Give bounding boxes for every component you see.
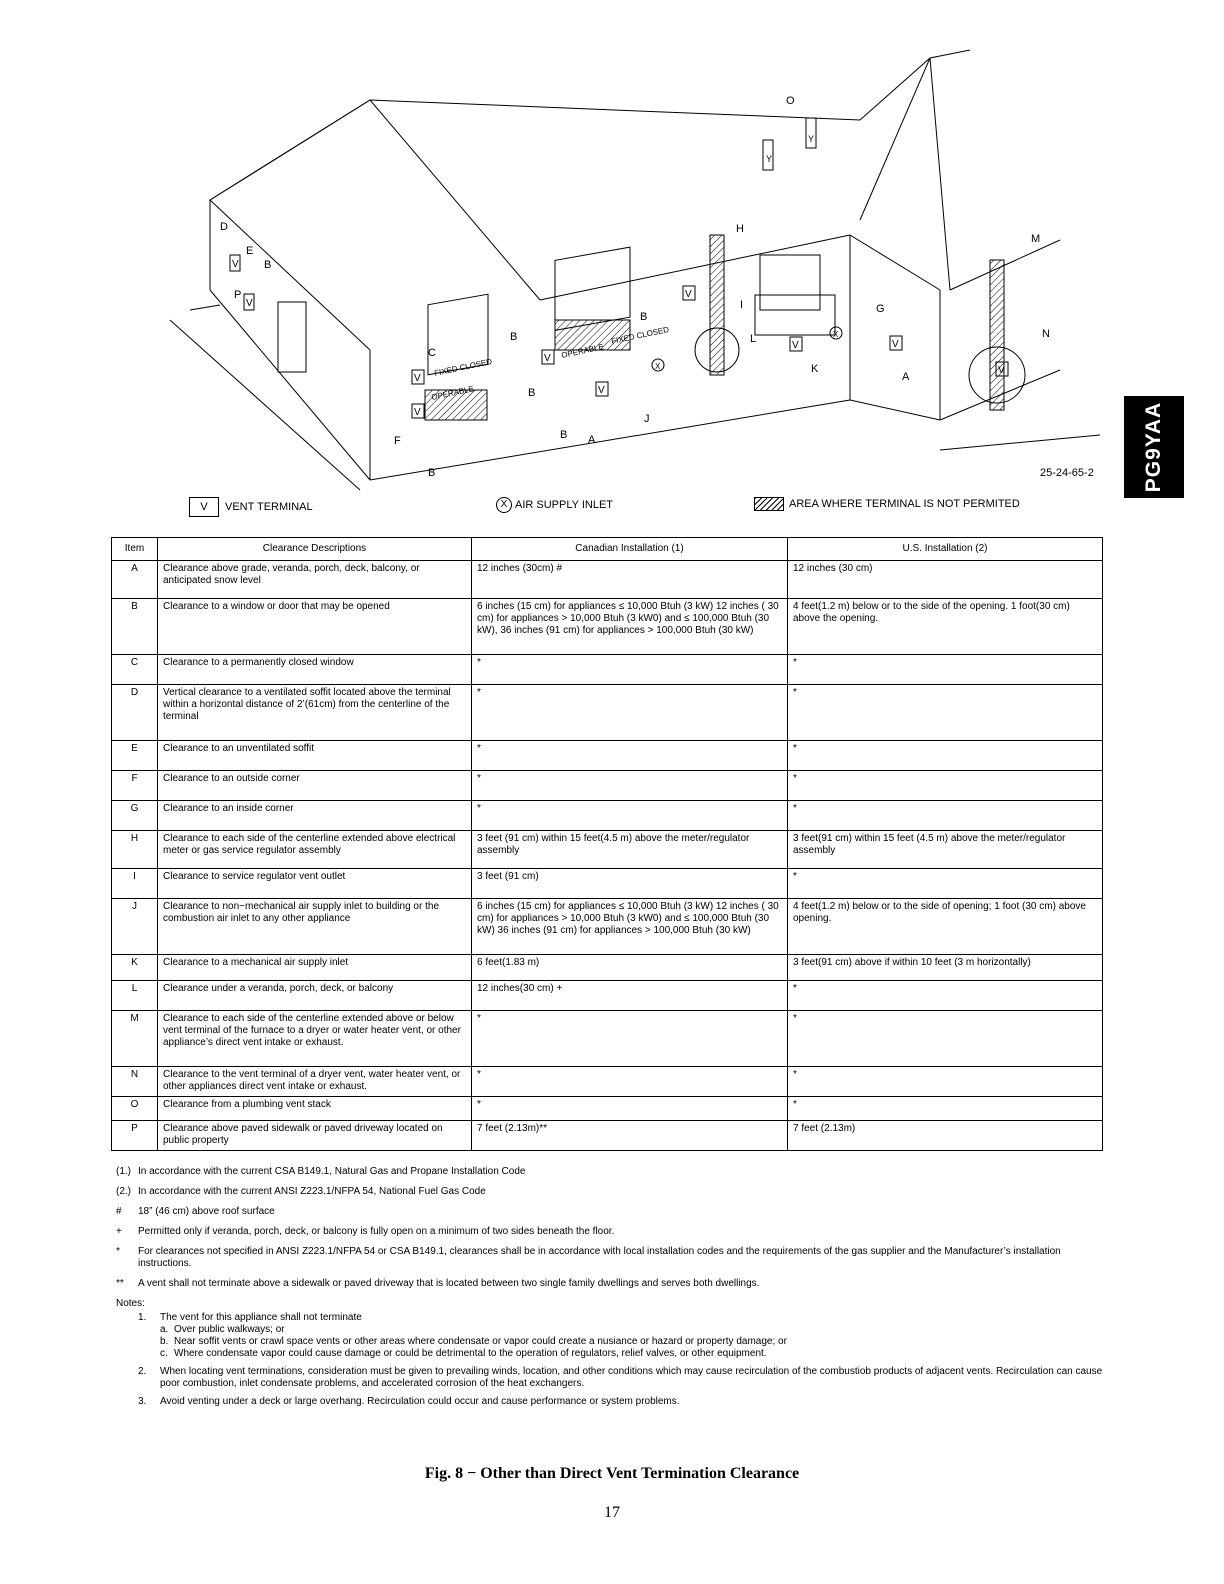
description-cell: Clearance to a window or door that may be opened: [158, 599, 472, 655]
label-y1: Y: [766, 154, 773, 164]
canadian-cell: *: [472, 771, 788, 801]
table-row: [112, 771, 1103, 801]
footnote-mark: #: [116, 1206, 122, 1217]
us-cell: 3 feet(91 cm) above if within 10 feet (3 m horizontally): [788, 955, 1103, 981]
us-cell: *: [788, 1011, 1103, 1067]
house-illustration: [160, 40, 1120, 495]
table-row: [112, 801, 1103, 831]
label-b-left: B: [264, 259, 272, 271]
footnote: [116, 1186, 1106, 1198]
description-cell: Clearance to an unventilated soffit: [158, 741, 472, 771]
product-side-tab: [1124, 396, 1184, 498]
description-cell: Clearance above grade, veranda, porch, deck, balcony, or anticipated snow level: [158, 561, 472, 599]
us-cell: *: [788, 981, 1103, 1011]
footnote-text: Permitted only if veranda, porch, deck, or balcony is fully open on a minimum of two sides beneath the floor.: [138, 1226, 615, 1237]
operable-label: OPERABLE: [430, 384, 475, 402]
diagram-legend: [0, 497, 1224, 519]
diagram-labels: [220, 95, 1094, 479]
table-row: [112, 899, 1103, 955]
table-row: [112, 869, 1103, 899]
header-description: Clearance Descriptions: [158, 538, 472, 561]
us-cell: *: [788, 655, 1103, 685]
header-item: Item: [112, 538, 158, 561]
item-cell: E: [112, 741, 158, 771]
label-i: I: [740, 299, 744, 311]
label-m: M: [1031, 233, 1041, 245]
canadian-cell: 6 inches (15 cm) for appliances ≤ 10,000 Btuh (3 kW) 12 inches ( 30 cm) for appliances > 10,000 Btuh (3 kW0) and ≤ 100,000 Btuh (30 kW) 36 inches (91 cm) for appliances > 100,000 Btuh (30 kW): [472, 899, 788, 955]
footnote-mark: **: [116, 1278, 124, 1289]
canadian-cell: *: [472, 801, 788, 831]
item-cell: M: [112, 1011, 158, 1067]
legend-air-label: AIR SUPPLY INLET: [515, 499, 614, 511]
sub-letter: a.: [160, 1324, 169, 1335]
vent-clearance-diagram: [160, 40, 1120, 495]
label-o: O: [786, 95, 795, 107]
note-1-sub: [116, 1324, 1106, 1336]
legend-area-label: AREA WHERE TERMINAL IS NOT PERMITED: [789, 498, 1020, 510]
note-2: [116, 1366, 1106, 1390]
canadian-cell: *: [472, 1011, 788, 1067]
vent-marker: V: [792, 340, 799, 351]
label-e: E: [246, 245, 254, 257]
description-cell: Clearance to non−mechanical air supply inlet to building or the combustion air inlet to any other appliance: [158, 899, 472, 955]
footnote-text: 18” (46 cm) above roof surface: [138, 1206, 275, 1217]
label-j: J: [644, 413, 650, 425]
us-cell: *: [788, 771, 1103, 801]
footnote-text: In accordance with the current CSA B149.1, Natural Gas and Propane Installation Code: [138, 1166, 526, 1177]
description-cell: Clearance to a permanently closed window: [158, 655, 472, 685]
vent-terminal-icon: V: [189, 497, 219, 517]
label-b-bottom: B: [428, 467, 436, 479]
description-cell: Clearance under a veranda, porch, deck, or balcony: [158, 981, 472, 1011]
sub-text: Where condensate vapor could cause damage or could be detrimental to the operation of regulators, relief valves, or other equipment.: [174, 1348, 767, 1359]
label-y2: Y: [808, 134, 815, 144]
description-cell: Clearance above paved sidewalk or paved driveway located on public property: [158, 1121, 472, 1151]
vent-marker: V: [892, 339, 899, 350]
table-row: [112, 981, 1103, 1011]
vent-marker: V: [414, 407, 421, 418]
label-p: P: [234, 289, 242, 301]
label-b-mid: B: [528, 387, 536, 399]
side-tab-label: PG9YAA: [1142, 401, 1165, 493]
canadian-cell: 7 feet (2.13m)**: [472, 1121, 788, 1151]
footnotes: [116, 1166, 1106, 1408]
vent-marker: V: [685, 289, 692, 300]
table-row: [112, 831, 1103, 869]
canadian-cell: 3 feet (91 cm) within 15 feet(4.5 m) above the meter/regulator assembly: [472, 831, 788, 869]
us-cell: 4 feet(1.2 m) below or to the side of opening; 1 foot (30 cm) above opening.: [788, 899, 1103, 955]
item-cell: A: [112, 561, 158, 599]
table-row: [112, 741, 1103, 771]
us-cell: *: [788, 685, 1103, 741]
vent-marker: V: [598, 385, 605, 396]
description-cell: Clearance to service regulator vent outlet: [158, 869, 472, 899]
table-row: [112, 685, 1103, 741]
table-row: [112, 599, 1103, 655]
label-b-top: B: [640, 311, 648, 323]
legend-not-permitted: [754, 497, 1020, 511]
vent-marker: V: [414, 373, 421, 384]
operable-label: OPERABLE: [560, 342, 605, 360]
footnote-mark: (1.): [116, 1166, 131, 1177]
item-cell: N: [112, 1067, 158, 1097]
note-text: Avoid venting under a deck or large overhang. Recirculation could occur and cause performance or system problems.: [160, 1396, 680, 1407]
footnote-mark: *: [116, 1246, 120, 1257]
clearance-table: [111, 537, 1103, 1151]
table-row: [112, 1011, 1103, 1067]
sub-letter: b.: [160, 1336, 169, 1347]
drawing-ref-code: 25-24-65-2: [1040, 467, 1094, 479]
item-cell: P: [112, 1121, 158, 1151]
canadian-cell: *: [472, 1097, 788, 1121]
note-text: The vent for this appliance shall not terminate: [160, 1312, 362, 1323]
vent-marker: V: [232, 259, 239, 270]
canadian-cell: *: [472, 741, 788, 771]
item-cell: D: [112, 685, 158, 741]
footnote-mark: (2.): [116, 1186, 131, 1197]
vent-marker: V: [544, 353, 551, 364]
item-cell: B: [112, 599, 158, 655]
table-header-row: [112, 538, 1103, 561]
label-d: D: [220, 221, 228, 233]
header-us: U.S. Installation (2): [788, 538, 1103, 561]
us-cell: *: [788, 869, 1103, 899]
label-g: G: [876, 303, 885, 315]
footnote-text: A vent shall not terminate above a sidewalk or paved driveway that is located between two single family dwellings and serves both dwellings.: [138, 1278, 760, 1289]
air-inlet-marker: X: [655, 362, 661, 371]
us-cell: 4 feet(1.2 m) below or to the side of the opening. 1 foot(30 cm) above the opening.: [788, 599, 1103, 655]
description-cell: Vertical clearance to a ventilated soffit located above the terminal within a horizontal distance of 2’(61cm) from the centerline of the terminal: [158, 685, 472, 741]
description-cell: Clearance to a mechanical air supply inlet: [158, 955, 472, 981]
table-row: [112, 1097, 1103, 1121]
footnote-text: For clearances not specified in ANSI Z223.1/NFPA 54 or CSA B149.1, clearances shall be in accordance with local installation codes and the requirements of the gas supplier and the Manufacturer’s installation instructions.: [138, 1246, 1061, 1269]
item-cell: C: [112, 655, 158, 685]
vent-marker: V: [246, 298, 253, 309]
footnote: [116, 1206, 1106, 1218]
footnote: [116, 1226, 1106, 1238]
legend-vent-label: VENT TERMINAL: [225, 501, 313, 513]
item-cell: I: [112, 869, 158, 899]
note-number: 2.: [138, 1366, 147, 1377]
canadian-cell: 6 inches (15 cm) for appliances ≤ 10,000 Btuh (3 kW) 12 inches ( 30 cm) for appliances > 10,000 Btuh (3 kW0) and ≤ 100,000 Btuh (30 kW), 36 inches (91 cm) for appliances > 100,000 Btuh (30 kW): [472, 599, 788, 655]
footnote: [116, 1246, 1106, 1270]
footnote: [116, 1278, 1106, 1290]
fixed-closed-label: FIXED CLOSED: [610, 324, 670, 346]
footnote: [116, 1166, 1106, 1178]
item-cell: F: [112, 771, 158, 801]
label-b-lower: B: [560, 429, 568, 441]
label-c: C: [428, 347, 436, 359]
canadian-cell: 12 inches (30cm) #: [472, 561, 788, 599]
description-cell: Clearance to the vent terminal of a dryer vent, water heater vent, or other appliances direct vent intake or exhaust.: [158, 1067, 472, 1097]
header-canadian: Canadian Installation (1): [472, 538, 788, 561]
us-cell: *: [788, 741, 1103, 771]
canadian-cell: 12 inches(30 cm) +: [472, 981, 788, 1011]
item-cell: K: [112, 955, 158, 981]
canadian-cell: *: [472, 685, 788, 741]
description-cell: Clearance to an inside corner: [158, 801, 472, 831]
hatch-area-icon: [754, 497, 784, 511]
item-cell: H: [112, 831, 158, 869]
us-cell: 3 feet(91 cm) within 15 feet (4.5 m) above the meter/regulator assembly: [788, 831, 1103, 869]
note-1: [116, 1312, 1106, 1324]
legend-vent-terminal: [189, 497, 313, 517]
clearance-table-body: [112, 561, 1103, 1151]
item-cell: J: [112, 899, 158, 955]
table-row: [112, 1121, 1103, 1151]
label-b-window: B: [510, 331, 518, 343]
description-cell: Clearance to each side of the centerline extended above electrical meter or gas service regulator assembly: [158, 831, 472, 869]
sub-text: Over public walkways; or: [174, 1324, 285, 1335]
label-a-right: A: [902, 371, 910, 383]
us-cell: *: [788, 1097, 1103, 1121]
footnote-mark: +: [116, 1226, 122, 1237]
legend-air-supply: [496, 497, 613, 513]
label-n: N: [1042, 328, 1050, 340]
note-number: 1.: [138, 1312, 147, 1323]
sub-text: Near soffit vents or crawl space vents or other areas where condensate or vapor could create a nusiance or hazard or property damage; or: [174, 1336, 787, 1347]
label-a: A: [588, 434, 596, 446]
canadian-cell: *: [472, 1067, 788, 1097]
canadian-cell: 3 feet (91 cm): [472, 869, 788, 899]
label-f: F: [394, 435, 401, 447]
footnote-text: In accordance with the current ANSI Z223.1/NFPA 54, National Fuel Gas Code: [138, 1186, 486, 1197]
label-h: H: [736, 223, 744, 235]
item-cell: G: [112, 801, 158, 831]
air-supply-icon: X: [496, 497, 512, 513]
fixed-closed-label: FIXED CLOSED: [433, 356, 493, 378]
notes-label: Notes:: [116, 1298, 145, 1309]
description-cell: Clearance from a plumbing vent stack: [158, 1097, 472, 1121]
canadian-cell: 6 feet(1.83 m): [472, 955, 788, 981]
item-cell: L: [112, 981, 158, 1011]
table-row: [112, 955, 1103, 981]
us-cell: *: [788, 1067, 1103, 1097]
note-3: [116, 1396, 1106, 1408]
us-cell: *: [788, 801, 1103, 831]
table-row: [112, 561, 1103, 599]
air-inlet-marker: X: [833, 330, 839, 339]
description-cell: Clearance to each side of the centerline extended above or below vent terminal of the furnace to a dryer or water heater vent, or other appliance’s direct vent intake or exhaust.: [158, 1011, 472, 1067]
note-number: 3.: [138, 1396, 147, 1407]
table-row: [112, 1067, 1103, 1097]
note-1-sub: [116, 1336, 1106, 1348]
description-cell: Clearance to an outside corner: [158, 771, 472, 801]
us-cell: 12 inches (30 cm): [788, 561, 1103, 599]
vent-marker: V: [998, 365, 1005, 376]
us-cell: 7 feet (2.13m): [788, 1121, 1103, 1151]
note-1-sub: [116, 1348, 1106, 1360]
note-text: When locating vent terminations, consideration must be given to prevailing winds, location, and other conditions which may cause recirculation of the combustiob products of adjacent vents. Recirculation can cause poor combustion, inlet condensate problems, and accelerated corrosion of the heat exchangers.: [160, 1366, 1103, 1389]
canadian-cell: *: [472, 655, 788, 685]
page-number: 17: [604, 1504, 620, 1521]
figure-caption: Fig. 8 − Other than Direct Vent Termination Clearance: [424, 1465, 800, 1482]
label-l: L: [750, 333, 757, 345]
item-cell: O: [112, 1097, 158, 1121]
label-k: K: [811, 363, 819, 375]
sub-letter: c.: [160, 1348, 168, 1359]
table-row: [112, 655, 1103, 685]
